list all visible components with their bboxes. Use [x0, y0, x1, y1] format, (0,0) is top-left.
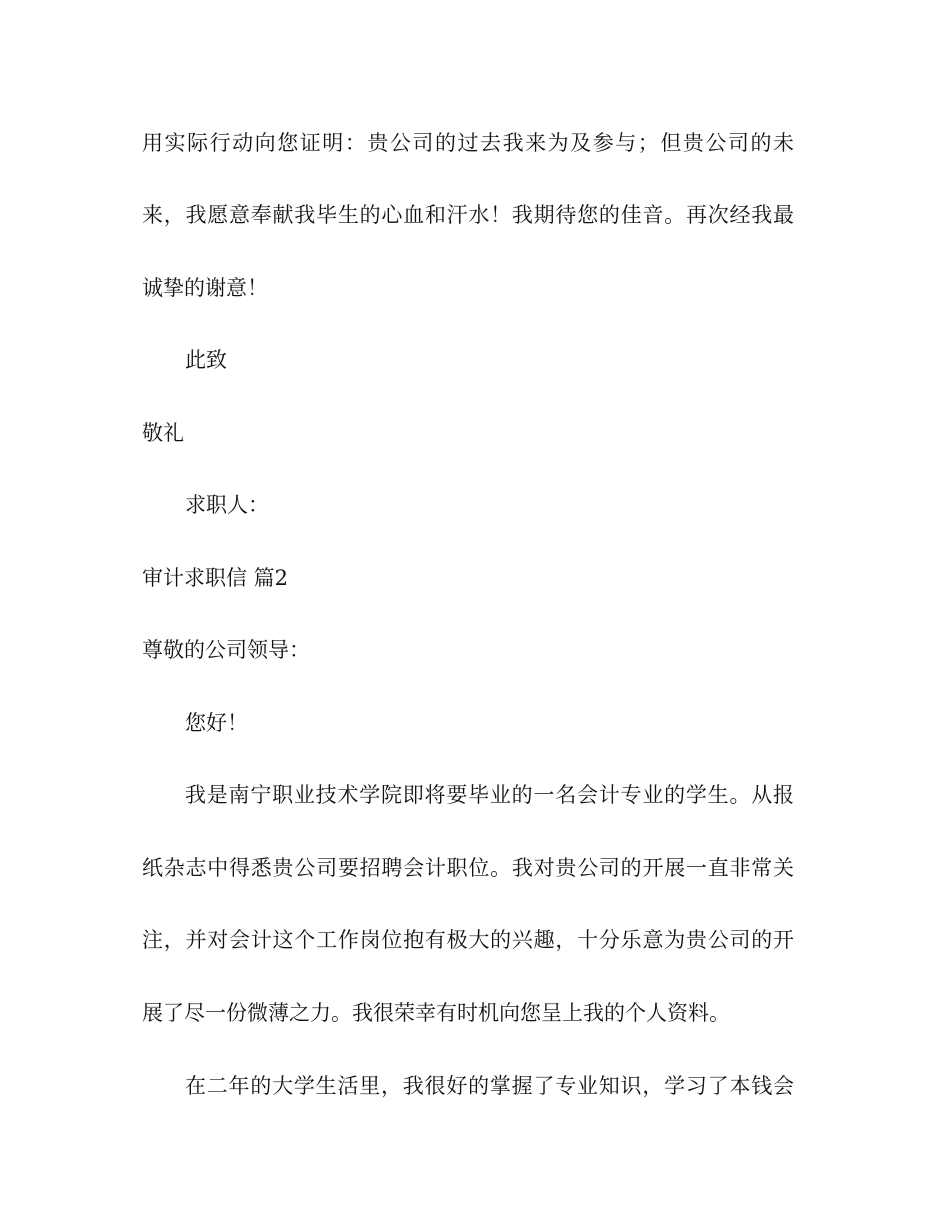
- closing-salutation: 此致: [185, 348, 227, 372]
- section-heading: 审计求职信 篇2: [142, 566, 289, 590]
- paragraph-line: 展了尽一份微薄之力。我很荣幸有时机向您呈上我的个人资料。: [142, 1001, 730, 1025]
- closing-regards: 敬礼: [142, 421, 184, 445]
- letter-salutation: 尊敬的公司领导：: [142, 638, 310, 662]
- paragraph-line: 用实际行动向您证明：贵公司的过去我来为及参与；但贵公司的未: [142, 131, 794, 155]
- paragraph-line: 纸杂志中得悉贵公司要招聘会计职位。我对贵公司的开展一直非常关: [142, 856, 794, 880]
- paragraph-line: 我是南宁职业技术学院即将要毕业的一名会计专业的学生。从报: [185, 783, 794, 807]
- applicant-signature-label: 求职人：: [185, 493, 269, 517]
- paragraph-line: 诚挚的谢意！: [142, 276, 268, 300]
- paragraph-line: 来，我愿意奉献我毕生的心血和汗水！我期待您的佳音。再次经我最: [142, 203, 794, 227]
- paragraph-line: 在二年的大学生活里，我很好的掌握了专业知识，学习了本钱会: [185, 1074, 794, 1098]
- greeting: 您好！: [185, 711, 248, 735]
- paragraph-line: 注，并对会计这个工作岗位抱有极大的兴趣，十分乐意为贵公司的开: [142, 928, 794, 952]
